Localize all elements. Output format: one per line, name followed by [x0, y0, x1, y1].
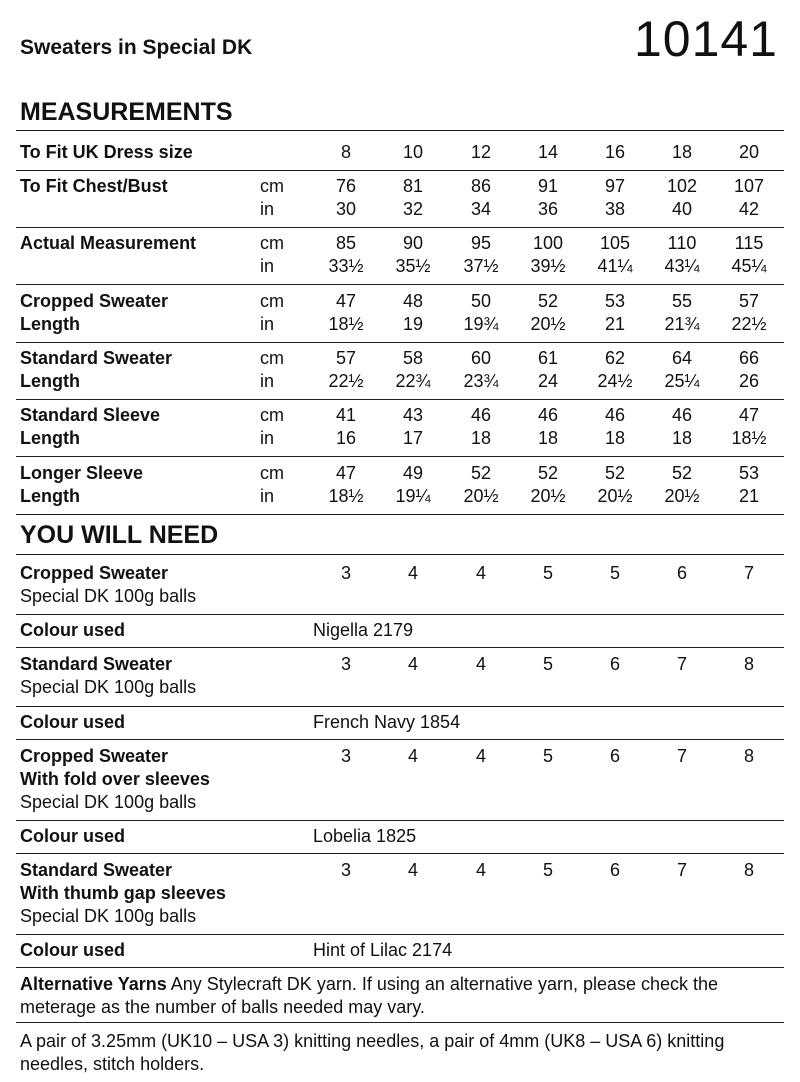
you-will-need-heading: YOU WILL NEED: [20, 521, 219, 549]
size-header-cell: 10: [402, 142, 424, 162]
ball-count: 4: [475, 746, 486, 766]
unit-label: in: [260, 428, 275, 448]
measurement-value: 95: [470, 233, 492, 253]
measurement-value: 42: [738, 199, 760, 219]
measurement-value: 52: [470, 463, 492, 483]
measurement-value: 55: [671, 291, 693, 311]
measurement-value: 40: [671, 199, 693, 219]
measurement-value: 100: [532, 233, 564, 253]
measurement-value: 35½: [395, 256, 431, 276]
ball-count: 6: [676, 563, 687, 583]
divider: [16, 342, 784, 343]
ball-count: 5: [542, 746, 553, 766]
measurement-value: 21: [738, 486, 760, 506]
yarn-item-title: With fold over sleeves: [20, 769, 210, 789]
measurement-value: 46: [537, 405, 559, 425]
measurement-value: 57: [335, 348, 357, 368]
measurement-value: 46: [671, 405, 693, 425]
ball-count: 7: [676, 860, 687, 880]
measurement-value: 50: [470, 291, 492, 311]
measurement-value: 36: [537, 199, 559, 219]
ball-count: 7: [676, 654, 687, 674]
divider: [16, 853, 784, 854]
unit-label: in: [260, 371, 275, 391]
measurement-value: 22¾: [395, 371, 431, 391]
measurement-value: 20½: [597, 486, 633, 506]
colour-used-label: Colour used: [20, 826, 126, 846]
measurement-value: 90: [402, 233, 424, 253]
measurement-label: Length: [20, 314, 80, 334]
yarn-item-subtitle: Special DK 100g balls: [20, 677, 197, 697]
size-header-cell: 16: [604, 142, 626, 162]
ball-count: 5: [542, 563, 553, 583]
measurement-value: 18½: [328, 486, 364, 506]
measurement-label: Cropped Sweater: [20, 291, 169, 311]
measurement-value: 102: [666, 176, 698, 196]
unit-label: in: [260, 199, 275, 219]
ball-count: 4: [407, 860, 418, 880]
yarn-item-title: Standard Sweater: [20, 654, 173, 674]
measurement-value: 46: [470, 405, 492, 425]
unit-label: cm: [260, 233, 284, 253]
measurement-value: 19¼: [395, 486, 431, 506]
colour-used-label: Colour used: [20, 940, 126, 960]
divider: [16, 399, 784, 400]
ball-count: 4: [475, 563, 486, 583]
divider: [16, 706, 784, 707]
ball-count: 4: [407, 654, 418, 674]
measurement-value: 34: [470, 199, 492, 219]
measurement-value: 105: [599, 233, 631, 253]
measurement-value: 16: [335, 428, 357, 448]
measurement-value: 52: [671, 463, 693, 483]
dress-size-label: To Fit UK Dress size: [20, 142, 193, 162]
measurement-value: 20½: [463, 486, 499, 506]
measurement-value: 76: [335, 176, 357, 196]
unit-label: in: [260, 486, 275, 506]
measurement-value: 52: [537, 291, 559, 311]
divider: [16, 739, 784, 740]
ball-count: 7: [676, 746, 687, 766]
alternative-yarns-body: Any Stylecraft DK yarn. If using an alternative yarn, please check the meterage as the number of balls needed may vary.: [20, 974, 719, 1017]
measurement-value: 41: [335, 405, 357, 425]
yarn-item-title: With thumb gap sleeves: [20, 883, 226, 903]
measurement-value: 22½: [731, 314, 767, 334]
ball-count: 8: [743, 746, 754, 766]
document-title: Sweaters in Special DK: [20, 36, 253, 59]
unit-label: cm: [260, 348, 284, 368]
divider: [16, 967, 784, 968]
ball-count: 5: [542, 860, 553, 880]
measurement-value: 58: [402, 348, 424, 368]
measurement-value: 33½: [328, 256, 364, 276]
colour-value: Nigella 2179: [313, 620, 414, 640]
yarn-item-subtitle: Special DK 100g balls: [20, 586, 197, 606]
measurement-value: 19: [402, 314, 424, 334]
measurement-value: 37½: [463, 256, 499, 276]
colour-used-label: Colour used: [20, 620, 126, 640]
measurement-value: 18½: [731, 428, 767, 448]
measurement-value: 115: [734, 233, 764, 253]
yarn-item-subtitle: Special DK 100g balls: [20, 792, 197, 812]
measurement-value: 85: [335, 233, 357, 253]
measurement-value: 97: [604, 176, 626, 196]
measurement-value: 32: [402, 199, 424, 219]
size-header-cell: 18: [671, 142, 693, 162]
divider: [16, 554, 784, 555]
measurement-value: 64: [671, 348, 693, 368]
measurement-label: Actual Measurement: [20, 233, 197, 253]
divider: [16, 934, 784, 935]
needles-text: A pair of 3.25mm (UK10 – USA 3) knitting needles, a pair of 4mm (UK8 – USA 6) knitting needles, stitch holders.: [20, 1031, 725, 1074]
ball-count: 6: [609, 654, 620, 674]
unit-label: in: [260, 256, 275, 276]
measurement-value: 38: [604, 199, 626, 219]
measurement-value: 86: [470, 176, 492, 196]
divider: [16, 614, 784, 615]
measurement-value: 18: [671, 428, 693, 448]
measurement-value: 23¾: [463, 371, 499, 391]
unit-label: cm: [260, 291, 284, 311]
yarn-item-subtitle: Special DK 100g balls: [20, 906, 197, 926]
ball-count: 3: [340, 746, 351, 766]
measurement-label: Length: [20, 428, 80, 448]
colour-used-label: Colour used: [20, 712, 126, 732]
measurement-value: 20½: [664, 486, 700, 506]
ball-count: 8: [743, 860, 754, 880]
measurement-value: 24½: [597, 371, 633, 391]
measurement-value: 45¼: [731, 256, 767, 276]
ball-count: 3: [340, 654, 351, 674]
divider: [16, 130, 784, 131]
colour-value: Lobelia 1825: [313, 826, 417, 846]
measurement-value: 57: [738, 291, 760, 311]
measurement-value: 110: [667, 233, 697, 253]
measurement-value: 21: [604, 314, 626, 334]
measurement-value: 49: [402, 463, 424, 483]
unit-label: cm: [260, 405, 284, 425]
measurement-label: Standard Sleeve: [20, 405, 161, 425]
measurement-value: 41¼: [597, 256, 633, 276]
measurement-value: 22½: [328, 371, 364, 391]
measurement-value: 46: [604, 405, 626, 425]
measurement-value: 43: [402, 405, 424, 425]
divider: [16, 227, 784, 228]
unit-label: cm: [260, 463, 284, 483]
measurement-value: 66: [738, 348, 760, 368]
measurement-value: 21¾: [664, 314, 700, 334]
measurement-value: 53: [604, 291, 626, 311]
alternative-yarns-text: [20, 973, 780, 1019]
divider: [16, 170, 784, 171]
measurement-value: 20½: [530, 486, 566, 506]
unit-label: in: [260, 314, 275, 334]
yarn-item-title: Standard Sweater: [20, 860, 173, 880]
ball-count: 5: [542, 654, 553, 674]
measurement-value: 60: [470, 348, 492, 368]
measurement-value: 47: [335, 291, 357, 311]
ball-count: 4: [407, 563, 418, 583]
measurement-value: 17: [402, 428, 424, 448]
ball-count: 5: [609, 563, 620, 583]
divider: [16, 514, 784, 515]
ball-count: 3: [340, 563, 351, 583]
measurement-value: 43¼: [664, 256, 700, 276]
measurement-label: Longer Sleeve: [20, 463, 144, 483]
measurement-value: 91: [537, 176, 559, 196]
ball-count: 6: [609, 746, 620, 766]
measurement-value: 18: [604, 428, 626, 448]
colour-value: French Navy 1854: [313, 712, 461, 732]
size-header-cell: 20: [738, 142, 760, 162]
ball-count: 6: [609, 860, 620, 880]
measurement-value: 53: [738, 463, 760, 483]
measurement-value: 48: [402, 291, 424, 311]
measurement-value: 18: [537, 428, 559, 448]
measurement-value: 61: [537, 348, 559, 368]
measurement-value: 39½: [530, 256, 566, 276]
measurement-label: Standard Sweater: [20, 348, 173, 368]
divider: [16, 647, 784, 648]
ball-count: 7: [743, 563, 754, 583]
measurement-label: Length: [20, 371, 80, 391]
measurement-value: 20½: [530, 314, 566, 334]
measurement-value: 47: [738, 405, 760, 425]
yarn-item-title: Cropped Sweater: [20, 746, 169, 766]
yarn-item-title: Cropped Sweater: [20, 563, 169, 583]
divider: [16, 456, 784, 457]
ball-count: 3: [340, 860, 351, 880]
measurement-label: Length: [20, 486, 80, 506]
measurement-value: 81: [402, 176, 424, 196]
measurement-value: 19¾: [463, 314, 499, 334]
measurement-value: 52: [604, 463, 626, 483]
pattern-number: 10141: [633, 11, 778, 67]
measurement-value: 26: [738, 371, 760, 391]
unit-label: cm: [260, 176, 284, 196]
measurement-value: 52: [537, 463, 559, 483]
measurement-label: To Fit Chest/Bust: [20, 176, 168, 196]
divider: [16, 284, 784, 285]
ball-count: 4: [475, 860, 486, 880]
divider: [16, 1022, 784, 1023]
colour-value: Hint of Lilac 2174: [313, 940, 453, 960]
alternative-yarns-label: Alternative Yarns: [20, 974, 167, 994]
measurement-value: 62: [604, 348, 626, 368]
size-header-cell: 14: [537, 142, 559, 162]
measurement-value: 18: [470, 428, 492, 448]
measurements-heading: MEASUREMENTS: [20, 98, 233, 126]
measurement-value: 24: [537, 371, 559, 391]
divider: [16, 820, 784, 821]
measurement-value: 18½: [328, 314, 364, 334]
measurement-value: 107: [733, 176, 765, 196]
measurement-value: 30: [335, 199, 357, 219]
measurement-value: 25¼: [664, 371, 700, 391]
size-header-cell: 8: [340, 142, 351, 162]
ball-count: 4: [407, 746, 418, 766]
size-header-cell: 12: [470, 142, 492, 162]
ball-count: 4: [475, 654, 486, 674]
ball-count: 8: [743, 654, 754, 674]
measurement-value: 47: [335, 463, 357, 483]
